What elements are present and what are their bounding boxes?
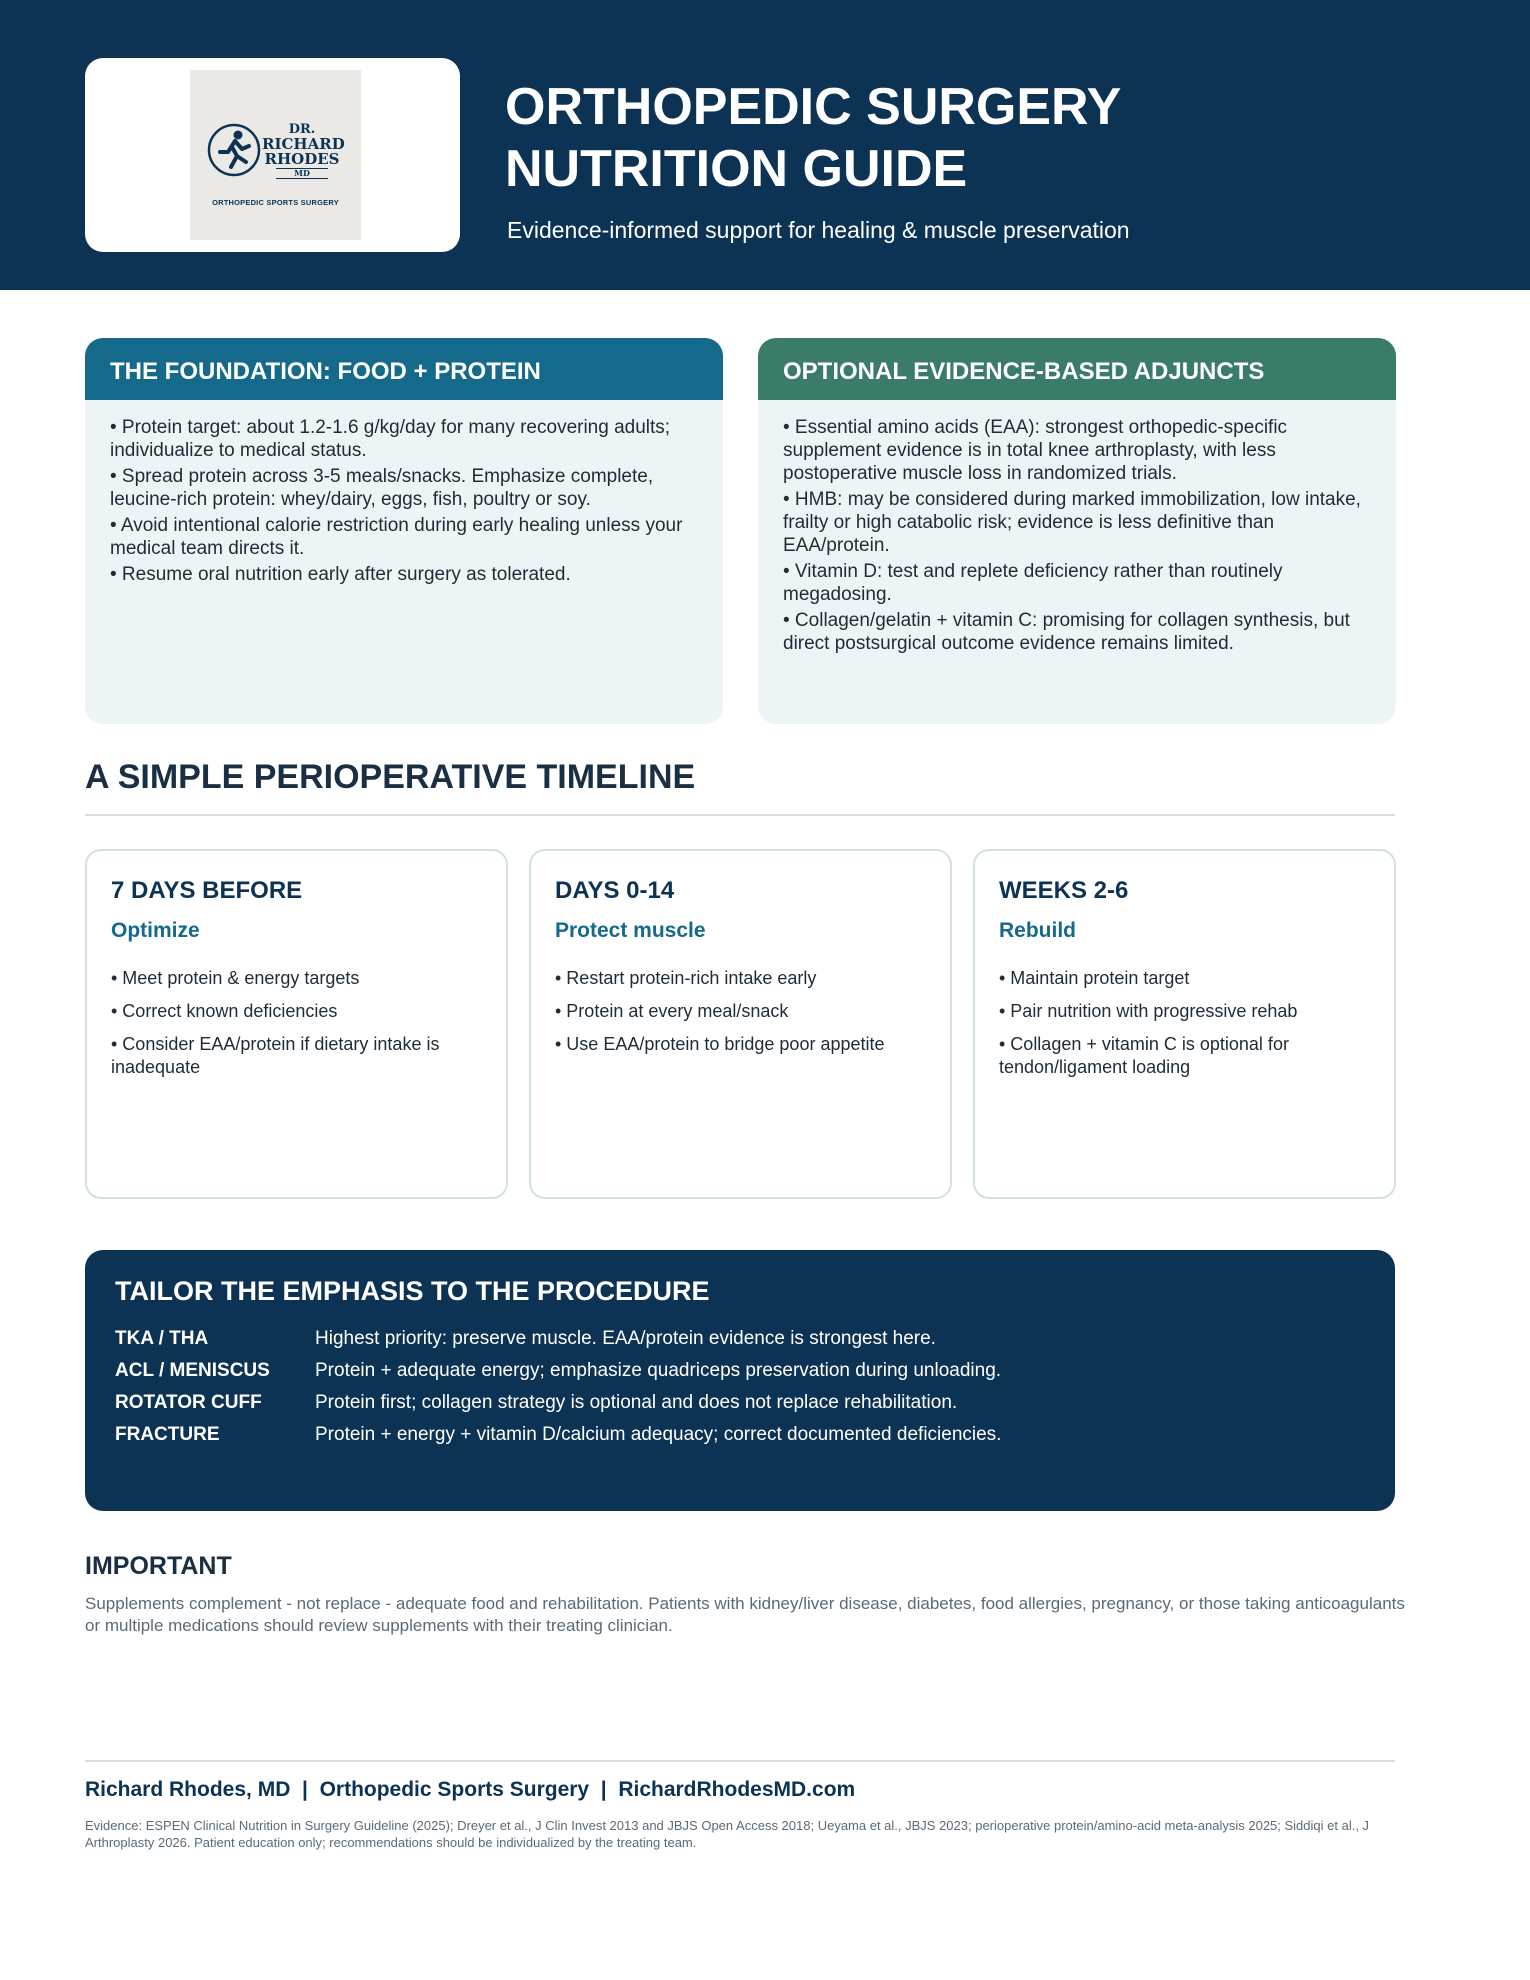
- list-item: • Consider EAA/protein if dietary intake is inadequate: [111, 1034, 440, 1077]
- procedure-text: Protein + adequate energy; emphasize quadriceps preservation during unloading.: [315, 1360, 1002, 1381]
- list-item: • Collagen/gelatin + vitamin C: promising for collagen synthesis, but direct postsurgical outcome evidence remains limited.: [783, 610, 1350, 654]
- foundation-card: [85, 338, 723, 724]
- timeline-phase-before: [85, 849, 508, 1199]
- phase-list: [555, 967, 925, 1056]
- logo-line-3: RHODES: [264, 150, 340, 168]
- runner-logo-icon: [206, 122, 262, 178]
- important-text: Supplements complement - not replace - adequate food and rehabilitation. Patients with kidney/liver disease, diabetes, food allergies, pregnancy, or those taking anticoagulants or multiple medications should review supplements with their treating clinician.: [85, 1594, 1405, 1635]
- procedure-text: Highest priority: preserve muscle. EAA/protein evidence is strongest here.: [315, 1328, 936, 1349]
- page-subtitle: Evidence-informed support for healing & muscle preservation: [507, 217, 1130, 243]
- footer-evidence: Evidence: ESPEN Clinical Nutrition in Surgery Guideline (2025); Dreyer et al., J Clin Invest 2013 and JBJS Open Access 2018; Ueyama et al., JBJS 2023; perioperative protein/amino-acid meta-analysis 2025; Siddiqi et al., J Arthroplasty 2026. Patient education only; recommendations should be individualized by the treating team.: [85, 1818, 1370, 1850]
- procedure-row: [115, 1391, 1365, 1414]
- list-item: • Correct known deficiencies: [111, 1001, 338, 1021]
- list-item: • Collagen + vitamin C is optional for tendon/ligament loading: [999, 1034, 1289, 1077]
- phase-label: WEEKS 2-6: [999, 877, 1129, 904]
- logo: [190, 70, 361, 240]
- phase-subtitle: Protect muscle: [555, 919, 706, 942]
- page-header: [0, 0, 1530, 290]
- procedure-text: Protein + energy + vitamin D/calcium adequacy; correct documented deficiencies.: [315, 1424, 1002, 1445]
- timeline-title: A SIMPLE PERIOPERATIVE TIMELINE: [85, 758, 696, 796]
- procedure-emphasis-title: TAILOR THE EMPHASIS TO THE PROCEDURE: [115, 1276, 710, 1306]
- list-item: • Resume oral nutrition early after surgery as tolerated.: [110, 564, 571, 585]
- timeline-divider: [85, 814, 1395, 816]
- logo-line-1: DR.: [288, 122, 316, 137]
- list-item: • Pair nutrition with progressive rehab: [999, 1001, 1298, 1021]
- page-title-line-2: NUTRITION GUIDE: [505, 140, 968, 198]
- list-item: • Avoid intentional calorie restriction during early healing unless your medical team directs it.: [110, 515, 683, 559]
- phase-subtitle: Optimize: [111, 919, 200, 942]
- logo-line-2: RICHARD: [262, 135, 345, 153]
- phase-label: 7 DAYS BEFORE: [111, 877, 303, 904]
- procedure-row: [115, 1327, 1365, 1350]
- list-item: • Protein at every meal/snack: [555, 1001, 789, 1021]
- list-item: • Meet protein & energy targets: [111, 968, 360, 988]
- logo-tagline: ORTHOPEDIC SPORTS SURGERY: [212, 198, 339, 207]
- list-item: • Use EAA/protein to bridge poor appetite: [555, 1034, 885, 1054]
- adjuncts-card: [758, 338, 1396, 724]
- logo-card: [85, 58, 460, 252]
- procedure-text: Protein first; collagen strategy is optional and does not replace rehabilitation.: [315, 1392, 958, 1413]
- footer-divider: [85, 1760, 1395, 1762]
- page-title: [505, 76, 1405, 200]
- phase-label: DAYS 0-14: [555, 877, 675, 904]
- procedure-emphasis-box: [85, 1250, 1395, 1511]
- foundation-title: THE FOUNDATION: FOOD + PROTEIN: [85, 338, 723, 400]
- phase-list: [999, 967, 1369, 1079]
- foundation-list: [85, 400, 723, 586]
- logo-wordmark: [262, 122, 345, 179]
- list-item: • Restart protein-rich intake early: [555, 968, 817, 988]
- phase-list: [111, 967, 481, 1079]
- procedure-name: TKA / THA: [115, 1328, 209, 1349]
- important-title: IMPORTANT: [85, 1552, 232, 1580]
- logo-line-4: MD: [276, 168, 328, 179]
- procedure-name: ROTATOR CUFF: [115, 1392, 262, 1413]
- timeline-phase-rebuild: [973, 849, 1396, 1199]
- phase-subtitle: Rebuild: [999, 919, 1076, 942]
- timeline-phase-early: [529, 849, 952, 1199]
- list-item: • Spread protein across 3-5 meals/snacks. Emphasize complete, leucine-rich protein: whey/dairy, eggs, fish, poultry or soy.: [110, 466, 654, 510]
- list-item: • Vitamin D: test and replete deficiency rather than routinely megadosing.: [783, 561, 1283, 605]
- list-item: • Maintain protein target: [999, 968, 1190, 988]
- procedure-row: [115, 1359, 1365, 1382]
- list-item: • HMB: may be considered during marked immobilization, low intake, frailty or high catabolic risk; evidence is less definitive than EAA/protein.: [783, 489, 1361, 556]
- procedure-row: [115, 1423, 1365, 1446]
- adjuncts-title: OPTIONAL EVIDENCE-BASED ADJUNCTS: [758, 338, 1396, 400]
- footer-contact: Richard Rhodes, MD | Orthopedic Sports Surgery | RichardRhodesMD.com: [85, 1778, 856, 1801]
- procedure-name: FRACTURE: [115, 1424, 220, 1445]
- list-item: • Essential amino acids (EAA): strongest orthopedic-specific supplement evidence is in total knee arthroplasty, with less postoperative muscle loss in randomized trials.: [783, 417, 1288, 484]
- list-item: • Protein target: about 1.2-1.6 g/kg/day for many recovering adults; individualize to medical status.: [110, 417, 671, 461]
- procedure-name: ACL / MENISCUS: [115, 1360, 270, 1381]
- adjuncts-list: [758, 400, 1396, 655]
- page-title-line-1: ORTHOPEDIC SURGERY: [505, 78, 1122, 136]
